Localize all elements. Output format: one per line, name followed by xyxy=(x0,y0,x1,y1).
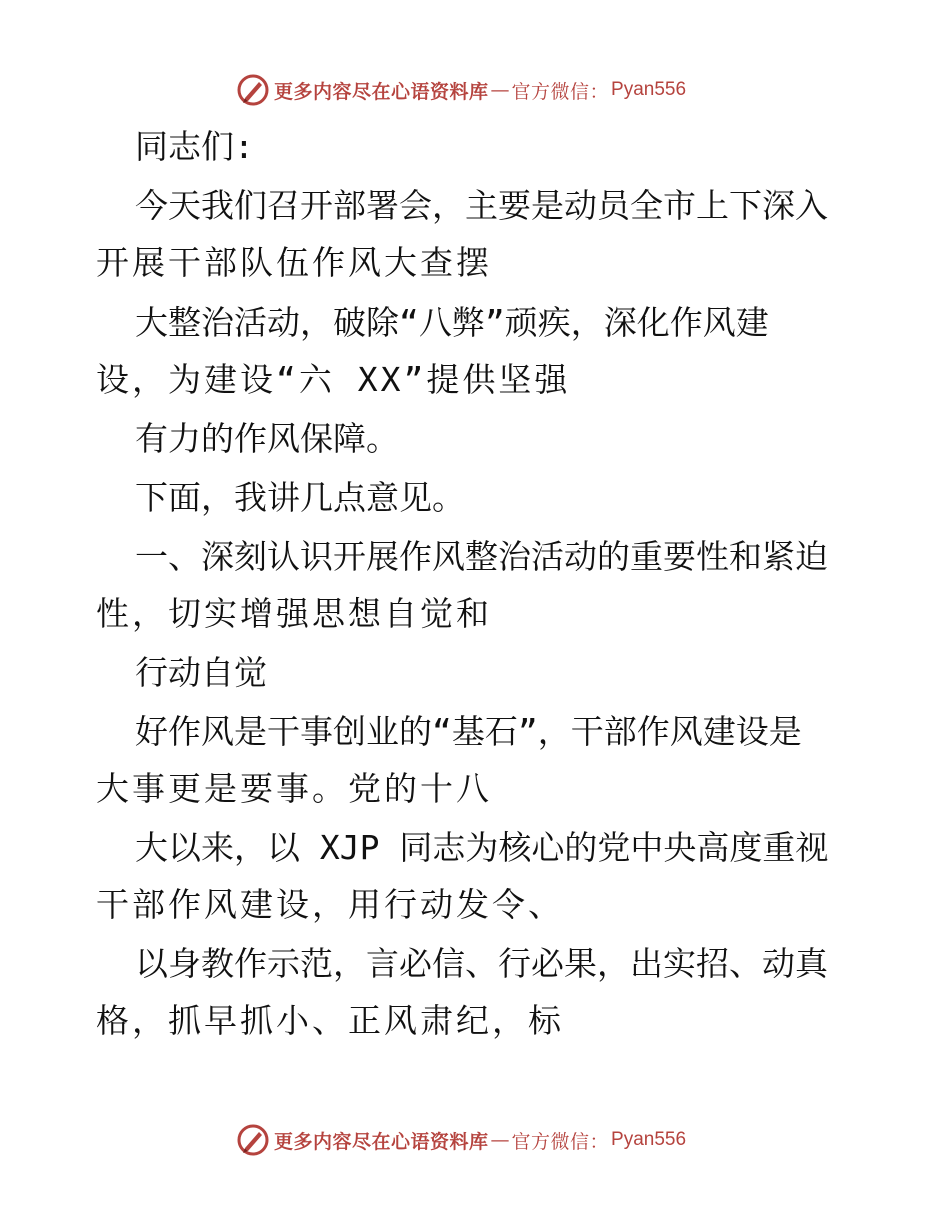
paragraph-line: 格，抓早抓小、正风肃纪，标 xyxy=(96,1001,564,1040)
pen-logo-icon xyxy=(236,73,270,107)
paragraph-line: 好作风是干事创业的“基石”，干部作风建设是 xyxy=(135,712,802,751)
footer-wechat-id: Pyan556 xyxy=(611,1129,687,1150)
header-separator: — xyxy=(490,79,510,101)
footer-banner xyxy=(236,1123,686,1157)
header-site-text: 更多内容尽在心语资料库 xyxy=(274,80,489,103)
paragraph-line: 干部作风建设，用行动发令、 xyxy=(96,885,564,924)
paragraph-line: 开展干部队伍作风大查摆 xyxy=(96,243,492,282)
paragraph-line: 设，为建设“六 XX”提供坚强 xyxy=(96,360,571,399)
paragraph-line: 大整治活动，破除“八弊”顽疾，深化作风建 xyxy=(135,303,769,342)
header-banner xyxy=(236,73,686,107)
paragraph-line: 有力的作风保障。 xyxy=(135,419,399,458)
paragraph-line: 今天我们召开部署会，主要是动员全市上下深入 xyxy=(135,186,828,225)
footer-separator: — xyxy=(490,1129,510,1151)
salutation-line: 同志们: xyxy=(135,127,254,166)
paragraph-line: 以身教作示范，言必信、行必果，出实招、动真 xyxy=(135,944,828,983)
paragraph-line: 大以来，以 XJP 同志为核心的党中央高度重视 xyxy=(135,828,829,867)
paragraph-line: 大事更是要事。党的十八 xyxy=(96,769,492,808)
paragraph-line: 下面，我讲几点意见。 xyxy=(135,478,465,517)
section-heading-line: 一、深刻认识开展作风整治活动的重要性和紧迫 xyxy=(135,537,828,576)
header-official-label: 官方微信： xyxy=(511,80,610,103)
footer-site-text: 更多内容尽在心语资料库 xyxy=(274,1130,489,1153)
section-heading-line: 行动自觉 xyxy=(135,653,267,692)
pen-logo-icon xyxy=(236,1123,270,1157)
header-wechat-id: Pyan556 xyxy=(611,79,687,100)
footer-official-label: 官方微信： xyxy=(511,1130,610,1153)
section-heading-line: 性，切实增强思想自觉和 xyxy=(96,594,492,633)
